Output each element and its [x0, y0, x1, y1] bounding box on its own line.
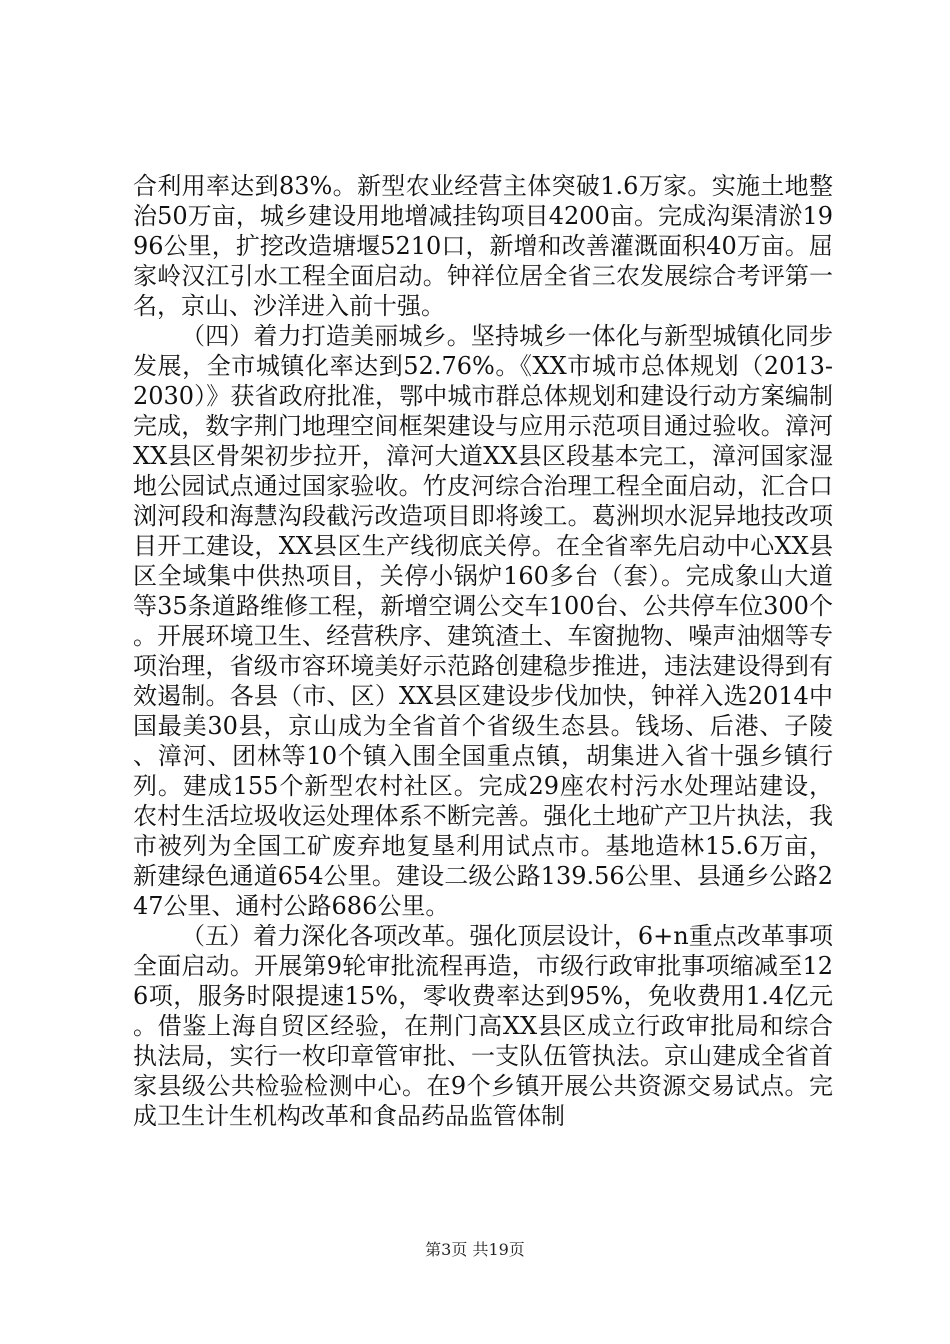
body-text	[133, 171, 833, 1131]
paragraph-continuation: 合利用率达到83%。新型农业经营主体突破1.6万家。实施土地整治50万亩，城乡建设用地增减挂钩项目4200亩。完成沟渠清淤1996公里，扩挖改造塘堰5210口，新增和改善灌溉面积40万亩。屈家岭汉江引水工程全面启动。钟祥位居全省三农发展综合考评第一名，京山、沙洋进入前十强。	[133, 172, 833, 320]
paragraph-section-four: （四）着力打造美丽城乡。坚持城乡一体化与新型城镇化同步发展，全市城镇化率达到52.76%。《XX市城市总体规划（2013-2030）》获省政府批准，鄂中城市群总体规划和建设行动方案编制完成，数字荆门地理空间框架建设与应用示范项目通过验收。漳河XX县区骨架初步拉开，漳河大道XX县区段基本完工，漳河国家湿地公园试点通过国家验收。竹皮河综合治理工程全面启动，汇合口浏河段和海慧沟段截污改造项目即将竣工。葛洲坝水泥异地技改项目开工建设，XX县区生产线彻底关停。在全省率先启动中心XX县区全域集中供热项目，关停小锅炉160多台（套）。完成象山大道等35条道路维修工程，新增空调公交车100台、公共停车位300个。开展环境卫生、经营秩序、建筑渣土、车窗抛物、噪声油烟等专项治理，省级市容环境美好示范路创建稳步推进，违法建设得到有效遏制。各县（市、区）XX县区建设步伐加快，钟祥入选2014中国最美30县，京山成为全省首个省级生态县。钱场、后港、子陵、漳河、团林等10个镇入围全国重点镇，胡集进入省十强乡镇行列。建成155个新型农村社区。完成29座农村污水处理站建设，农村生活垃圾收运处理体系不断完善。强化土地矿产卫片执法，我市被列为全国工矿废弃地复垦利用试点市。基地造林15.6万亩，新建绿色通道654公里。建设二级公路139.56公里、县通乡公路247公里、通村公路686公里。	[133, 322, 833, 920]
paragraph-section-five: （五）着力深化各项改革。强化顶层设计，6+n重点改革事项全面启动。开展第9轮审批流程再造，市级行政审批事项缩减至126项，服务时限提速15%，零收费率达到95%，免收费用1.4亿元。借鉴上海自贸区经验，在荆门高XX县区成立行政审批局和综合执法局，实行一枚印章管审批、一支队伍管执法。京山建成全省首家县级公共检验检测中心。在9个乡镇开展公共资源交易试点。完成卫生计生机构改革和食品药品监管体制	[133, 922, 833, 1130]
page-footer: 第3页 共19页	[425, 1240, 525, 1259]
